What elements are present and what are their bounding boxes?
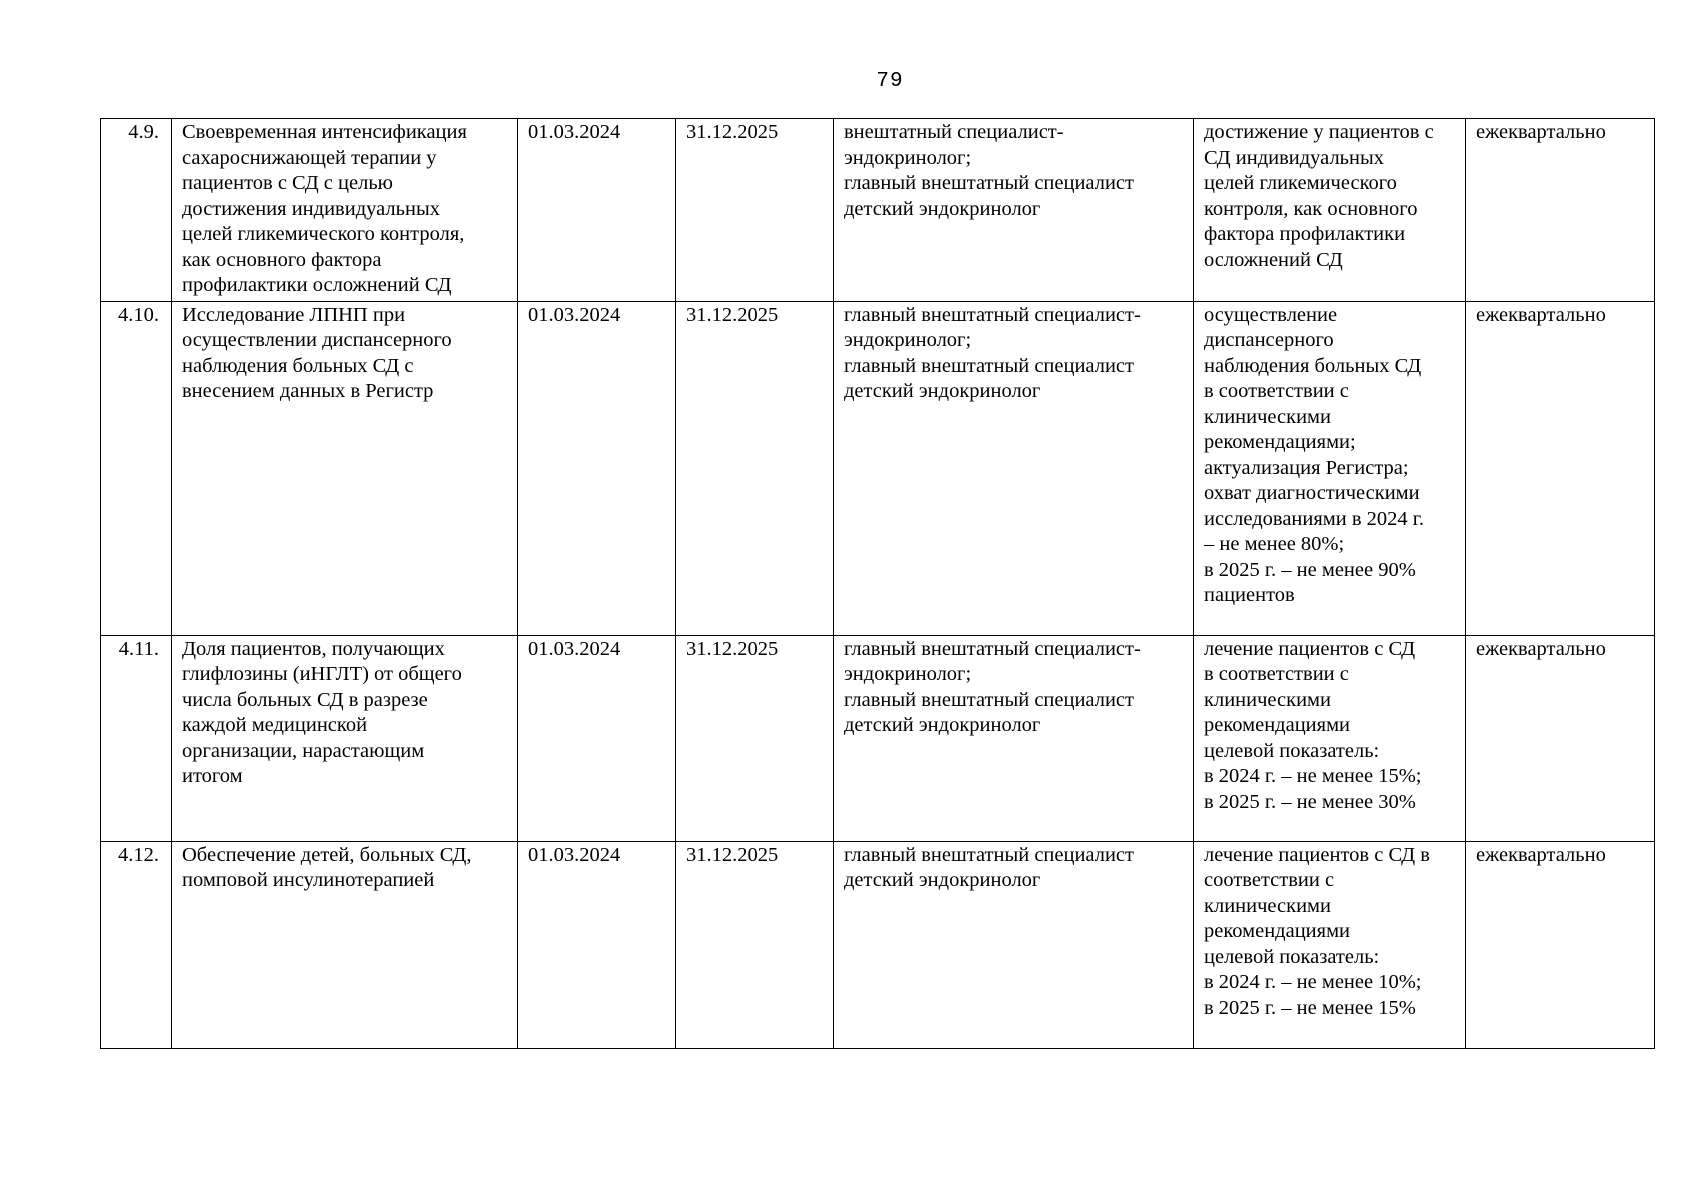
responsible-cell: главный внештатный специалист детский эндокринолог [834, 841, 1194, 1048]
result-cell: лечение пациентов с СД в соответствии с клиническими рекомендациями целевой показатель: в 2024 г. – не менее 15%; в 2025 г. – не менее 30% [1194, 635, 1466, 841]
item-number: 4.11. [101, 635, 172, 841]
end-date-cell: 31.12.2025 [676, 841, 834, 1048]
item-number: 4.10. [101, 301, 172, 635]
end-date-cell: 31.12.2025 [676, 635, 834, 841]
table-row [101, 841, 1655, 1048]
start-date-cell: 01.03.2024 [518, 635, 676, 841]
start-date-cell: 01.03.2024 [518, 119, 676, 302]
action-plan-table [100, 118, 1655, 1049]
start-date-cell: 01.03.2024 [518, 841, 676, 1048]
page-number: 79 [876, 70, 904, 93]
frequency-cell: ежеквартально [1466, 119, 1655, 302]
frequency-cell: ежеквартально [1466, 301, 1655, 635]
table-row [101, 635, 1655, 841]
responsible-cell: внештатный специалист- эндокринолог; главный внештатный специалист детский эндокринолог [834, 119, 1194, 302]
table-row [101, 301, 1655, 635]
result-cell: осуществление диспансерного наблюдения больных СД в соответствии с клиническими рекомендациями; актуализация Регистра; охват диагностическими исследованиями в 2024 г. – не менее 80%; в 2025 г. – не менее 90% пациентов [1194, 301, 1466, 635]
result-cell: лечение пациентов с СД в соответствии с клиническими рекомендациями целевой показатель: в 2024 г. – не менее 10%; в 2025 г. – не менее 15% [1194, 841, 1466, 1048]
end-date-cell: 31.12.2025 [676, 301, 834, 635]
frequency-cell: ежеквартально [1466, 635, 1655, 841]
activity-cell: Обеспечение детей, больных СД, помповой инсулинотерапией [172, 841, 518, 1048]
frequency-cell: ежеквартально [1466, 841, 1655, 1048]
item-number: 4.12. [101, 841, 172, 1048]
result-cell: достижение у пациентов с СД индивидуальных целей гликемического контроля, как основного фактора профилактики осложнений СД [1194, 119, 1466, 302]
activity-cell: Доля пациентов, получающих глифлозины (иНГЛТ) от общего числа больных СД в разрезе каждой медицинской организации, нарастающим итогом [172, 635, 518, 841]
item-number: 4.9. [101, 119, 172, 302]
end-date-cell: 31.12.2025 [676, 119, 834, 302]
activity-cell: Своевременная интенсификация сахароснижающей терапии у пациентов с СД с целью достижения индивидуальных целей гликемического контроля, как основного фактора профилактики осложнений СД [172, 119, 518, 302]
activity-cell: Исследование ЛПНП при осуществлении диспансерного наблюдения больных СД с внесением данных в Регистр [172, 301, 518, 635]
responsible-cell: главный внештатный специалист- эндокринолог; главный внештатный специалист детский эндокринолог [834, 635, 1194, 841]
start-date-cell: 01.03.2024 [518, 301, 676, 635]
table-row [101, 119, 1655, 302]
responsible-cell: главный внештатный специалист- эндокринолог; главный внештатный специалист детский эндокринолог [834, 301, 1194, 635]
